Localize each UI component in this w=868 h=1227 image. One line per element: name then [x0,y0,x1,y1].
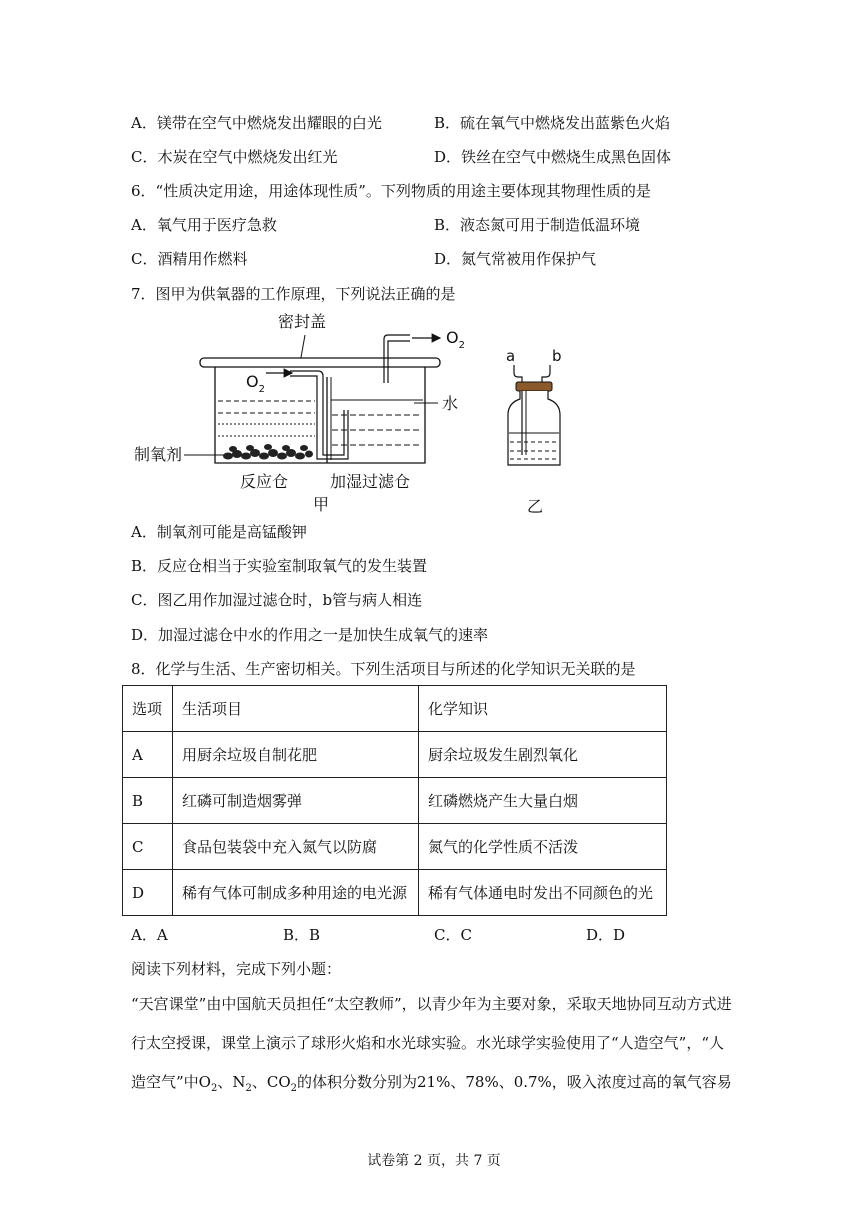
q8-option-b: B．B [283,926,321,944]
reading-line-1: “天宫课堂”由中国航天员担任“太空教师”，以青少年为主要对象，采取天地协同互动方式进 [131,995,732,1013]
q8-table [122,685,667,916]
page-footer: 试卷第 2 页，共 7 页 [367,1153,501,1169]
cell-option: C [123,824,173,870]
q5-option-b: B．硫在氧气中燃烧发出蓝紫色火焰 [434,114,671,132]
header-life-item: 生活项目 [173,686,419,732]
cell-option: D [123,870,173,916]
table-header-row [123,686,667,732]
figure-jia-label: 甲 [313,495,330,514]
reaction-liquid [218,401,315,436]
o2-in-label: $O_2$ [246,372,265,395]
q6-options-row2 [131,249,751,269]
reaction-label: 反应仓 [240,472,289,491]
agent-label: 制氧剂 [134,445,183,464]
cell-chem-knowledge: 稀有气体通电时发出不同颜色的光 [419,870,667,916]
bottle [508,391,560,465]
n2-subscript: 2 [245,1083,252,1094]
tube-b-label: b [552,347,562,365]
filter-water [331,400,423,445]
cell-life-item: 红磷可制造烟雾弹 [173,778,419,824]
q6-option-a: A．氧气用于医疗急救 [131,216,277,234]
reading-intro: 阅读下列材料，完成下列小题： [131,960,342,978]
reading-line-3 [131,1072,751,1099]
header-chem-knowledge: 化学知识 [419,686,667,732]
reading-line-3-part-b: 、N [217,1073,246,1091]
lid-label: 密封盖 [278,312,327,331]
co2-subscript: 2 [290,1083,298,1094]
q5-option-c: C．木炭在空气中燃烧发出红光 [131,148,338,166]
q8-option-a: A．A [131,926,168,944]
cell-chem-knowledge: 厨余垃圾发生剧烈氧化 [419,732,667,778]
q6-options-row1 [131,215,751,235]
sealing-lid [200,358,440,367]
figure-yi-label: 乙 [527,497,544,516]
transfer-tube-inner [290,376,348,459]
q5-option-d: D．铁丝在空气中燃烧生成黑色固体 [434,148,672,166]
q7-option-c: C．图乙用作加湿过滤仓时，b管与病人相连 [131,591,423,609]
filter-label: 加湿过滤仓 [330,472,411,491]
q6-stem: 6．“性质决定用途，用途体现性质”。下列物质的用途主要体现其物理性质的是 [131,182,651,200]
q7-figure [120,305,600,520]
table-row [123,870,667,916]
q8-option-d: D．D [586,926,626,944]
water-label: 水 [442,394,459,413]
o2-subscript: 2 [210,1083,218,1094]
reading-line-2: 行太空授课，课堂上演示了球形火焰和水光球实验。水光球学实验使用了“人造空气”，“人 [131,1034,725,1052]
q5-option-a: A．镁带在空气中燃烧发出耀眼的白光 [131,114,382,132]
q7-stem: 7．图甲为供氧器的工作原理，下列说法正确的是 [131,285,456,303]
reading-line-3-part-d: 的体积分数分别为21%、78%、0.7%，吸入浓度过高的氧气容易 [297,1073,732,1091]
cell-chem-knowledge: 氮气的化学性质不活泼 [419,824,667,870]
q8-option-c: C．C [434,926,472,944]
q6-option-b: B．液态氮可用于制造低温环境 [434,216,641,234]
q7-option-d: D．加湿过滤仓中水的作用之一是加快生成氧气的速率 [131,626,489,644]
q6-option-d: D．氮气常被用作保护气 [434,250,597,268]
q7-option-b: B．反应仓相当于实验室制取氧气的发生装置 [131,557,428,575]
q6-option-c: C．酒精用作燃料 [131,250,248,268]
o2-out-label: $O_2$ [446,328,465,351]
q8-stem: 8．化学与生活、生产密切相关。下列生活项目与所述的化学知识无关联的是 [131,660,636,678]
cell-life-item: 食品包装袋中充入氮气以防腐 [173,824,419,870]
cell-option: A [123,732,173,778]
cell-chem-knowledge: 红磷燃烧产生大量白烟 [419,778,667,824]
q7-option-a: A．制氧剂可能是高锰酸钾 [131,523,307,541]
q5-options-row1 [131,113,751,133]
q5-options-row2 [131,147,751,167]
table-row [123,824,667,870]
tube-a-label: a [506,347,516,365]
header-option: 选项 [123,686,173,732]
oxygen-agent-granules [223,444,313,460]
cell-life-item: 稀有气体可制成多种用途的电光源 [173,870,419,916]
cell-life-item: 用厨余垃圾自制花肥 [173,732,419,778]
bottle-stopper [516,382,552,391]
cell-option: B [123,778,173,824]
reading-line-3-part-a: 造空气”中O [131,1073,211,1091]
reading-line-3-part-c: 、CO [251,1073,291,1091]
table-row [123,778,667,824]
table-row [123,732,667,778]
